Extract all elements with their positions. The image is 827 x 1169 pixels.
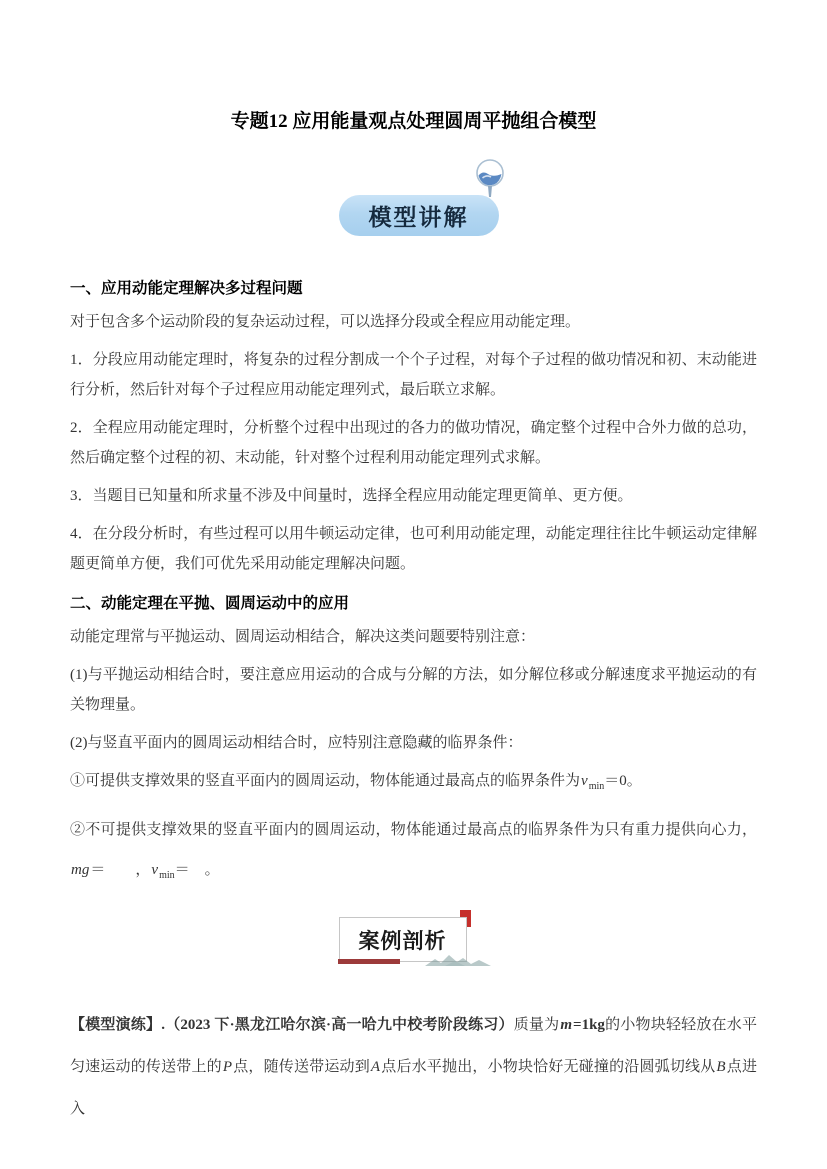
paragraph-text: ②不可提供支撑效果的竖直平面内的圆周运动，物体能通过最高点的临界条件为只有重力提供向心力， — [70, 822, 757, 838]
variable-mg: mg — [71, 862, 90, 878]
exercise-source: （2023 下·黑龙江哈尔滨·高一哈九中校考阶段练习） — [165, 1017, 514, 1033]
case-analysis-badge — [339, 910, 467, 962]
section2-paragraph-1 — [70, 660, 757, 720]
page-title: 专题12 应用能量观点处理圆周平抛组合模型 — [230, 111, 597, 132]
section2-heading: 二、动能定理在平抛、圆周运动中的应用 — [70, 595, 350, 612]
exercise-text: 点进入 — [70, 1059, 757, 1117]
section1-paragraph-2 — [70, 413, 757, 473]
model-explain-label: 模型讲解 — [368, 204, 469, 230]
paragraph-text: 对于包含多个运动阶段的复杂运动过程，可以选择分段或全程应用动能定理。 — [70, 314, 581, 330]
paragraph-text: 动能定理常与平抛运动、圆周运动相结合，解决这类问题要特别注意： — [70, 629, 536, 645]
point-p: P — [222, 1059, 233, 1075]
section1-paragraph-1 — [70, 345, 757, 405]
paragraph-text: 4．在分段分析时，有些过程可以用牛顿运动定律，也可利用动能定理，动能定理往往比牛顿运动定律解题更简单方便，我们可优先采用动能定理解决问题。 — [70, 526, 757, 572]
paragraph-text: 1．分段应用动能定理时，将复杂的过程分割成一个个子过程，对每个子过程的做功情况和初、末动能进行分析，然后针对每个子过程应用动能定理列式，最后联立求解。 — [70, 352, 757, 398]
variable-vmin: v — [581, 773, 588, 789]
equals-sign: ＝ — [90, 862, 106, 878]
paragraph-text: (1)与平抛运动相结合时，要注意应用运动的合成与分解的方法，如分解位移或分解速度求平抛运动的有关物理量。 — [70, 667, 757, 713]
section1-paragraph-3 — [70, 481, 757, 511]
mountain-decoration — [425, 951, 491, 967]
paragraph-text: 3．当题目已知量和所求量不涉及中间量时，选择全程应用动能定理更简单、更方便。 — [70, 488, 633, 504]
equals-sign: ＝ — [174, 862, 190, 878]
paragraph-text: (2)与竖直平面内的圆周运动相结合时，应特别注意隐藏的临界条件： — [70, 735, 523, 751]
model-explain-pill — [339, 195, 499, 236]
paragraph-text: 2．全程应用动能定理时，分析整个过程中出现过的各力的做功情况，确定整个过程中合外力做的总功，然后确定整个过程的初、末动能，针对整个过程利用动能定理列式求解。 — [70, 420, 757, 466]
blank-space — [190, 862, 205, 878]
paragraph-text: ＝0。 — [604, 773, 642, 789]
paragraph-text: 。 — [204, 862, 220, 878]
section1-intro — [70, 307, 757, 337]
subscript-min: min — [159, 870, 175, 881]
value-mass: =1kg — [573, 1017, 605, 1033]
section2-paragraph-4 — [70, 810, 757, 896]
content-area — [0, 278, 827, 896]
section2-paragraph-2 — [70, 728, 757, 758]
case-analysis-label: 案例剖析 — [358, 929, 447, 953]
subscript-min: min — [588, 781, 605, 792]
paragraph-text: ①可提供支撑效果的竖直平面内的圆周运动，物体能通过最高点的临界条件为 — [70, 773, 581, 789]
exercise-text: 点后水平抛出，小物块恰好无碰撞的沿圆弧切线从 — [381, 1059, 716, 1075]
section1-heading: 一、应用动能定理解决多过程问题 — [70, 280, 303, 297]
section1-paragraph-4 — [70, 519, 757, 579]
exercise-label: 【模型演练】. — [70, 1017, 165, 1033]
exercise-text: 质量为 — [513, 1017, 560, 1033]
exercise-text: 的小物块轻轻放在水平匀速运动的传送带上的 — [70, 1017, 757, 1075]
blank-space — [105, 862, 135, 878]
exercise-paragraph — [70, 1004, 757, 1130]
section2-intro — [70, 622, 757, 652]
exercise-text: 点，随传送带运动到 — [233, 1059, 370, 1075]
point-b: B — [716, 1059, 726, 1075]
point-a: A — [370, 1059, 381, 1075]
red-underline-accent — [338, 959, 400, 964]
model-explain-badge — [339, 160, 509, 236]
paragraph-text: ， — [135, 862, 151, 878]
variable-m: m — [560, 1017, 573, 1033]
variable-vmin: v — [151, 862, 159, 878]
section2-paragraph-3 — [70, 766, 757, 802]
